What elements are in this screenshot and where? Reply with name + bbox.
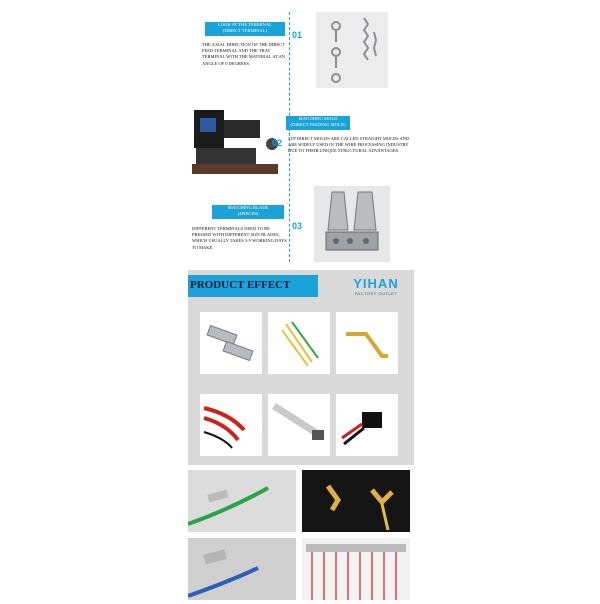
step2-label: MATCHING MOLD (DIRECT FEEDING MOLD) [286, 116, 350, 130]
product-tile-connector [336, 394, 398, 456]
step3-text: DIFFERENT TERMINALS NEED TO BE PRESSED WITH DIFFERENT SIZE BLADES, WHICH USUALLY TAKES 3-5 WORKING DAYS TO MAKE. [192, 226, 287, 250]
step1-terminal-photo [316, 12, 388, 88]
product-photo-fork-terminal [302, 470, 410, 532]
product-tile-ribbon-cable [268, 394, 330, 456]
product-tile-brass-terminal [336, 312, 398, 374]
step3-blade-photo [314, 186, 390, 262]
step1-text: THE AXIAL DIRECTION OF THE DIRECT FEED TERMINAL AND THE TRAY TERMINAL WITH THE MATERIAL AT AN ANGLE OF 0 DEGREES. [202, 42, 286, 66]
product-tile-red-wires [200, 394, 262, 456]
step1-label: LOOK AT THE TERMINAL (DIRECT TERMINAL) [205, 22, 285, 36]
product-photo-green-wire [188, 470, 296, 532]
product-photo-ribbon-terminals [302, 538, 410, 600]
step2-text: STP DIRECT MOLDS ARE CALLED STRAIGHT MOLDS AND ARE WIDELY USED IN THE WIRE PROCESSING INDUSTRY DUE TO THEIR UNIQUE STRUCTURAL ADVANTAGES. [288, 136, 410, 154]
product-effect-title-bar [188, 275, 318, 297]
step2-number: 02 [272, 138, 283, 148]
step2-machine-photo [186, 104, 284, 180]
product-tile-wires [268, 312, 330, 374]
product-effect-title: PRODUCT EFFECT [190, 279, 291, 291]
step3-number: 03 [292, 221, 303, 231]
yihan-logo: YIHAN FACTORY OUTLET [353, 276, 399, 296]
step-divider-line [289, 12, 290, 262]
product-photo-blue-wire [188, 538, 296, 600]
product-tile-terminals [200, 312, 262, 374]
step3-label: MATCHING BLADE (4PIECES) [212, 205, 284, 219]
step1-number: 01 [292, 30, 303, 40]
